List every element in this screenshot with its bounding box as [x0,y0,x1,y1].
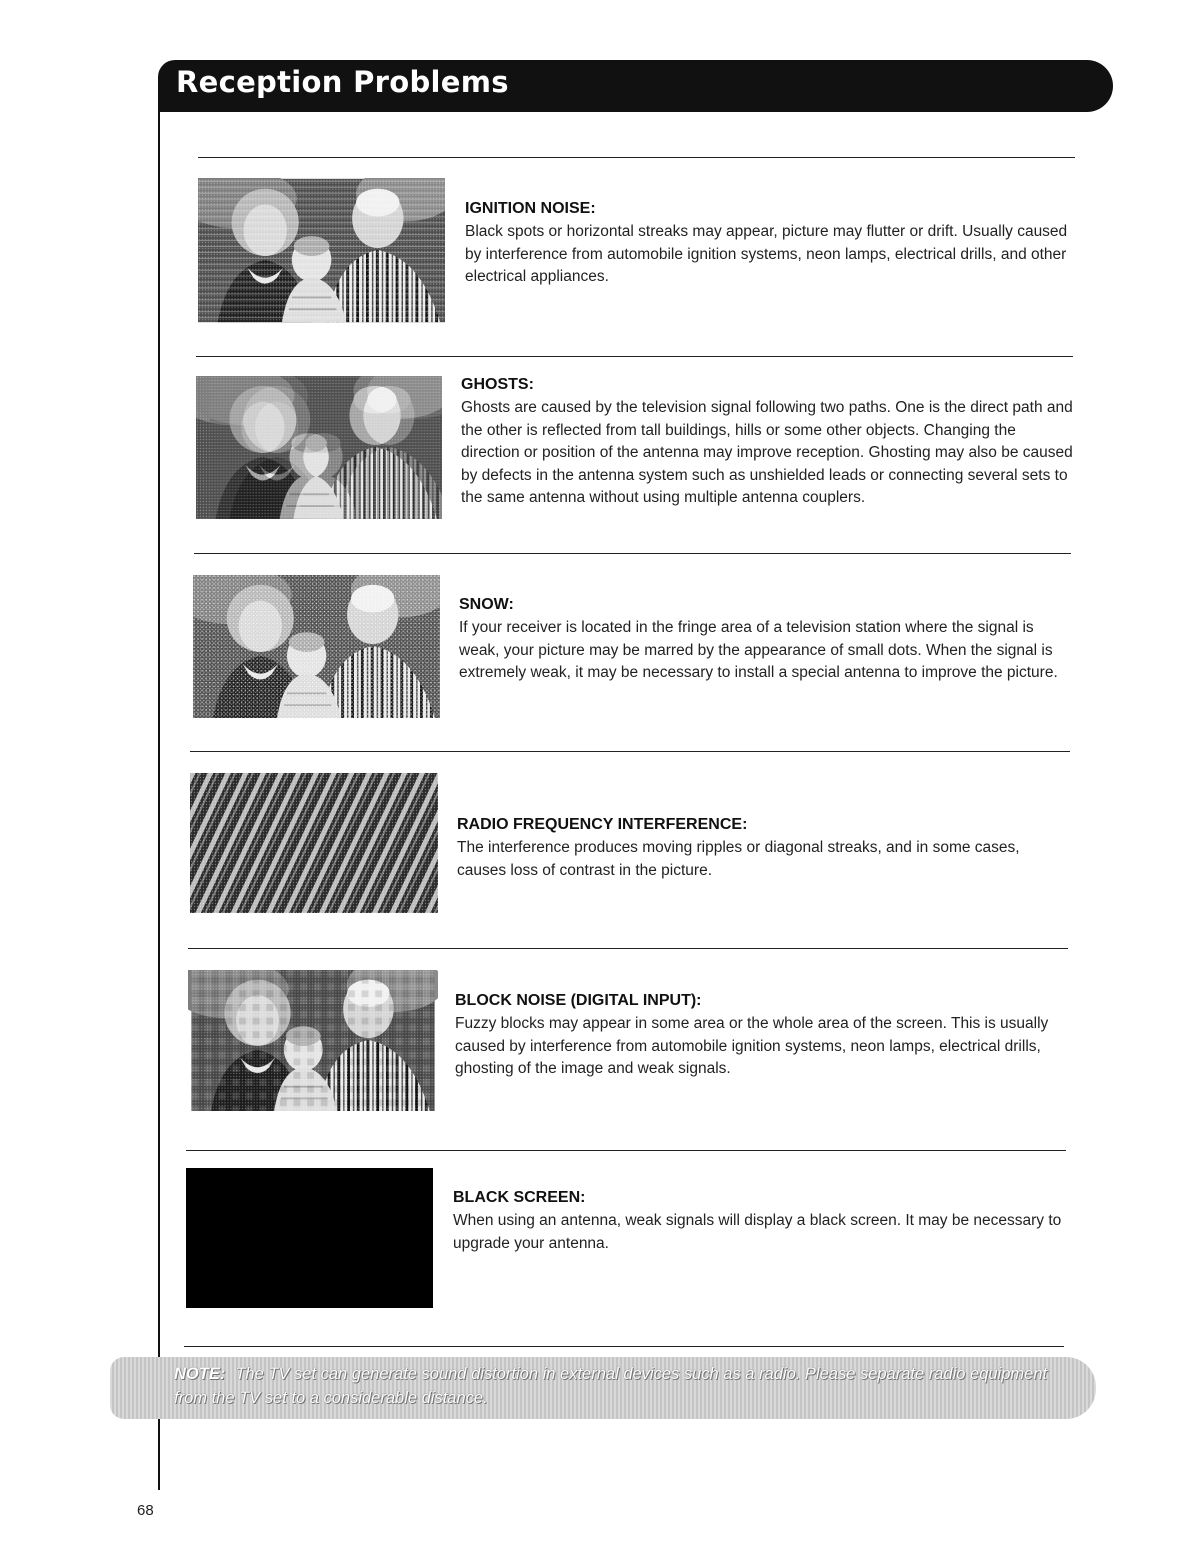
radio-interference-image [190,773,438,913]
page-number: 68 [137,1502,154,1519]
ghosts-section [461,376,1076,510]
page-title: Reception Problems [176,65,509,99]
section-divider [196,356,1073,357]
snow-image [193,575,440,718]
ghosts-image [196,376,442,519]
section-heading: IGNITION NOISE: [465,200,596,217]
section-divider [186,1150,1066,1151]
radio-interference-section [457,816,1072,882]
black-screen-image [186,1168,433,1308]
left-margin-line [158,90,160,1490]
section-body: Black spots or horizontal streaks may appear, picture may flutter or drift. Usually caused by interference from automobile ignition systems, neon lamps, electrical drills, and other electrical appliances. [465,223,1068,285]
note-label: NOTE: [174,1365,226,1383]
section-body: The interference produces moving ripples or diagonal streaks, and in some cases, causes loss of contrast in the picture. [457,839,1020,879]
section-divider [190,751,1070,752]
section-divider [194,553,1071,554]
block-noise-image [188,970,438,1111]
note-text: The TV set can generate sound distortion in external devices such as a radio. Please separate radio equipment from the TV set to a considerable distance. [174,1365,1048,1407]
section-heading: BLOCK NOISE (DIGITAL INPUT): [455,992,702,1009]
ignition-noise-image [198,178,445,323]
section-divider [198,157,1075,158]
section-heading: RADIO FREQUENCY INTERFERENCE: [457,816,748,833]
snow-section [459,596,1074,685]
note-text-block [174,1362,1074,1410]
section-body: Ghosts are caused by the television signal following two paths. One is the direct path and the other is reflected from tall buildings, hills or some other objects. Changing the direction or position of the antenna may improve reception. Ghosting may also be caused by defects in the antenna system such as unshielded leads or connecting several sets to the same antenna without using multiple antenna couplers. [461,399,1073,506]
section-heading: BLACK SCREEN: [453,1189,586,1206]
section-heading: GHOSTS: [461,376,534,393]
section-divider [184,1346,1064,1347]
block-noise-section [455,992,1070,1081]
section-divider [188,948,1068,949]
section-heading: SNOW: [459,596,514,613]
title-bar [158,60,1113,112]
section-body: If your receiver is located in the fringe area of a television station where the signal is weak, your picture may be marred by the appearance of small dots. When the signal is extremely weak, it may be necessary to install a special antenna to improve the picture. [459,619,1058,681]
section-body: When using an antenna, weak signals will display a black screen. It may be necessary to upgrade your antenna. [453,1212,1062,1252]
note-box [110,1357,1096,1419]
ignition-noise-section [465,200,1075,289]
section-body: Fuzzy blocks may appear in some area or the whole area of the screen. This is usually caused by interference from automobile ignition systems, neon lamps, electrical drills, ghosting of the image and weak signals. [455,1015,1049,1077]
black-screen-section [453,1189,1068,1255]
